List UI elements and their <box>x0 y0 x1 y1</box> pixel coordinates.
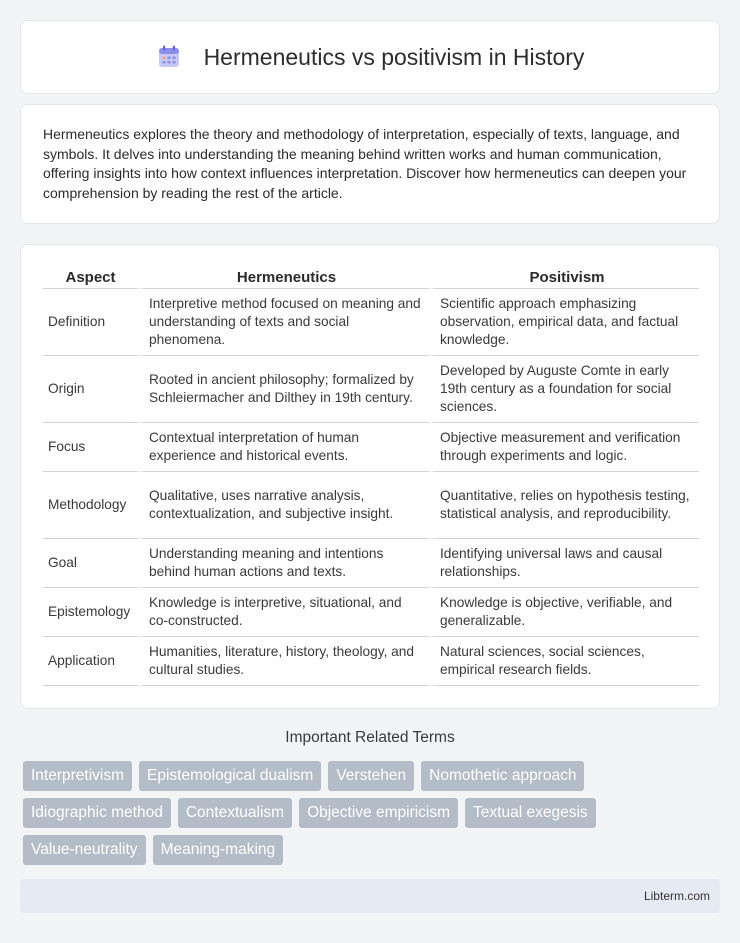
row-hermeneutics: Knowledge is interpretive, situational, and co-constructed. <box>138 588 429 637</box>
row-hermeneutics: Humanities, literature, history, theology, and cultural studies. <box>138 637 429 686</box>
related-terms-list <box>23 761 723 865</box>
related-terms-title: Important Related Terms <box>285 729 455 746</box>
related-term-tag[interactable]: Idiographic method <box>23 798 171 828</box>
row-aspect: Focus <box>43 423 138 472</box>
table-row <box>43 289 699 356</box>
related-term-tag[interactable]: Contextualism <box>178 798 292 828</box>
related-term-tag[interactable]: Interpretivism <box>23 761 132 791</box>
row-positivism: Scientific approach emphasizing observation, empirical data, and factual knowledge. <box>429 289 699 356</box>
related-term-tag[interactable]: Epistemological dualism <box>139 761 321 791</box>
comparison-table-card <box>20 244 720 709</box>
header-hermeneutics: Hermeneutics <box>138 265 429 289</box>
row-aspect: Methodology <box>43 472 138 539</box>
footer-site-link[interactable]: Libterm.com <box>643 889 710 903</box>
related-term-tag[interactable]: Verstehen <box>328 761 414 791</box>
page-title: Hermeneutics vs positivism in History <box>203 43 585 70</box>
table-row <box>43 539 699 588</box>
row-hermeneutics: Contextual interpretation of human experience and historical events. <box>138 423 429 472</box>
related-term-tag[interactable]: Objective empiricism <box>299 798 458 828</box>
header-positivism: Positivism <box>429 265 699 289</box>
table-row <box>43 356 699 423</box>
intro-text: Hermeneutics explores the theory and methodology of interpretation, especially of texts, language, and symbols. It delves into understanding the meaning behind written works and human communication, offering insights into how context influences interpretation. Discover how hermeneutics can deepen your comprehension by reading the rest of the article. <box>43 126 687 201</box>
related-term-tag[interactable]: Value-neutrality <box>23 835 146 865</box>
row-aspect: Origin <box>43 356 138 423</box>
row-positivism: Developed by Auguste Comte in early 19th century as a foundation for social sciences. <box>429 356 699 423</box>
row-positivism: Natural sciences, social sciences, empirical research fields. <box>429 637 699 686</box>
table-row <box>43 637 699 686</box>
table-row <box>43 423 699 472</box>
row-aspect: Application <box>43 637 138 686</box>
related-term-tag[interactable]: Meaning-making <box>153 835 284 865</box>
row-aspect: Definition <box>43 289 138 356</box>
comparison-table <box>43 265 699 686</box>
footer <box>20 879 720 913</box>
table-header-row <box>43 265 699 289</box>
row-aspect: Goal <box>43 539 138 588</box>
row-positivism: Quantitative, relies on hypothesis testing, statistical analysis, and reproducibility. <box>429 472 699 539</box>
related-term-tag[interactable]: Textual exegesis <box>465 798 596 828</box>
table-row <box>43 588 699 637</box>
intro-card <box>20 104 720 224</box>
row-positivism: Identifying universal laws and causal relationships. <box>429 539 699 588</box>
row-positivism: Objective measurement and verification through experiments and logic. <box>429 423 699 472</box>
row-hermeneutics: Rooted in ancient philosophy; formalized by Schleiermacher and Dilthey in 19th century. <box>138 356 429 423</box>
row-hermeneutics: Understanding meaning and intentions behind human actions and texts. <box>138 539 429 588</box>
row-positivism: Knowledge is objective, verifiable, and generalizable. <box>429 588 699 637</box>
related-term-tag[interactable]: Nomothetic approach <box>421 761 584 791</box>
header-aspect: Aspect <box>43 265 138 289</box>
header-card <box>20 20 720 94</box>
table-row <box>43 472 699 539</box>
row-hermeneutics: Qualitative, uses narrative analysis, contextualization, and subjective insight. <box>138 472 429 539</box>
calendar-icon <box>156 44 182 70</box>
row-aspect: Epistemology <box>43 588 138 637</box>
row-hermeneutics: Interpretive method focused on meaning and understanding of texts and social phenomena. <box>138 289 429 356</box>
